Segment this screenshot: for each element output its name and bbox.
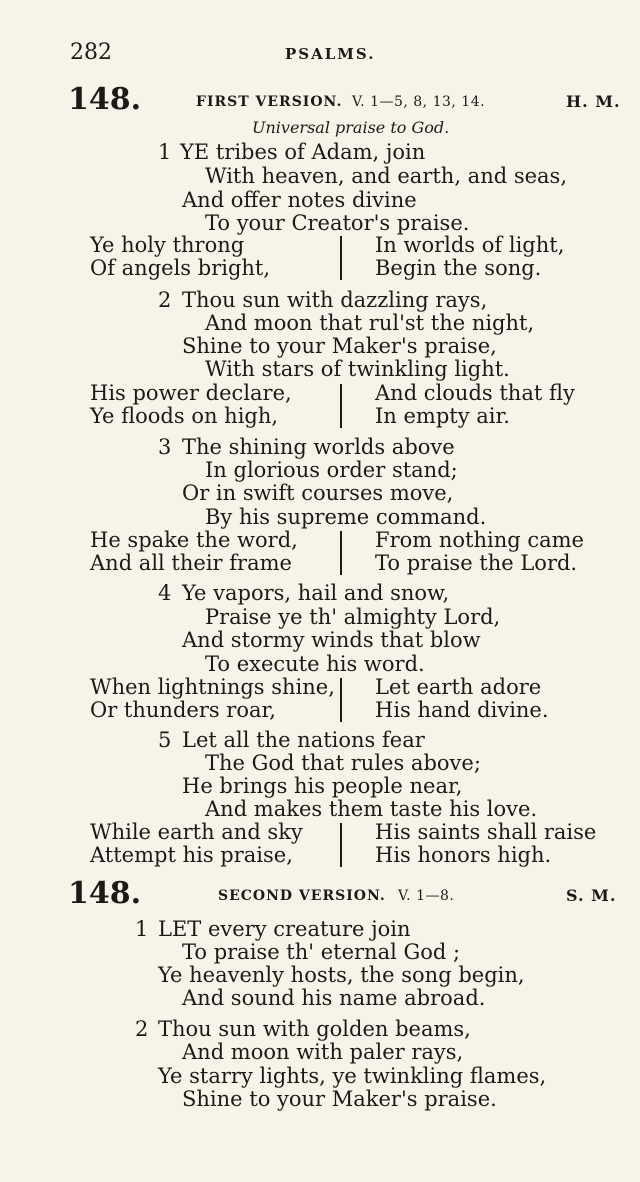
verse-line: The God that rules above; — [205, 751, 481, 775]
refrain-right-line: In worlds of light, — [375, 233, 565, 257]
refrain-left-line: His power declare, — [90, 381, 292, 405]
stanza-number: 2 — [158, 288, 172, 312]
refrain-divider — [340, 531, 342, 575]
stanza-number: 4 — [158, 581, 172, 605]
verse-line: And sound his name abroad. — [182, 986, 486, 1010]
verse-line: Thou sun with dazzling rays, — [182, 288, 488, 312]
refrain-right-line: In empty air. — [375, 404, 510, 428]
verse-line: In glorious order stand; — [205, 458, 458, 482]
verse-line: To your Creator's praise. — [205, 211, 470, 235]
verse-line: Ye starry lights, ye twinkling flames, — [158, 1064, 547, 1088]
refrain-right-line: And clouds that fly — [375, 381, 575, 405]
running-title: PSALMS. — [285, 45, 376, 63]
verse-line: Shine to your Maker's praise. — [182, 1087, 497, 1111]
refrain-right-line: His saints shall raise — [375, 820, 597, 844]
refrain-left-line: While earth and sky — [90, 820, 303, 844]
verse-reference: V. 1—8. — [398, 888, 455, 904]
verse-reference: V. 1—5, 8, 13, 14. — [352, 94, 486, 110]
verse-line: With heaven, and earth, and seas, — [205, 164, 568, 188]
verse-line: Ye heavenly hosts, the song begin, — [158, 963, 525, 987]
refrain-right-line: Let earth adore — [375, 675, 542, 699]
refrain-left-line: Ye floods on high, — [90, 404, 279, 428]
version-label: FIRST VERSION. — [196, 94, 343, 110]
refrain-right-line: From nothing came — [375, 528, 584, 552]
stanza-number: 3 — [158, 435, 172, 459]
stanza-number: 1 — [158, 140, 172, 164]
verse-line: LET every creature join — [158, 917, 411, 941]
refrain-divider — [340, 678, 342, 722]
verse-line: He brings his people near, — [182, 774, 463, 798]
verse-line: Praise ye th' almighty Lord, — [205, 605, 501, 629]
verse-line: And moon with paler rays, — [182, 1040, 464, 1064]
psalm-subtitle: Universal praise to God. — [252, 118, 450, 137]
refrain-divider — [340, 823, 342, 867]
verse-line: Let all the nations fear — [182, 728, 425, 752]
refrain-left-line: Or thunders roar, — [90, 698, 276, 722]
stanza-number: 5 — [158, 728, 172, 752]
psalm-number: 148. — [68, 876, 142, 911]
refrain-left-line: He spake the word, — [90, 528, 298, 552]
meter-label: S. M. — [566, 886, 617, 905]
verse-line: To execute his word. — [205, 652, 425, 676]
verse-line: And stormy winds that blow — [182, 628, 481, 652]
refrain-left-line: Of angels bright, — [90, 256, 271, 280]
verse-line: By his supreme command. — [205, 505, 487, 529]
verse-line: The shining worlds above — [182, 435, 455, 459]
refrain-right-line: To praise the Lord. — [375, 551, 578, 575]
verse-line: Shine to your Maker's praise, — [182, 334, 497, 358]
verse-line: And makes them taste his love. — [205, 797, 538, 821]
refrain-right-line: His honors high. — [375, 843, 552, 867]
verse-line: To praise th' eternal God ; — [182, 940, 461, 964]
refrain-right-line: Begin the song. — [375, 256, 542, 280]
verse-line: With stars of twinkling light. — [205, 357, 510, 381]
refrain-left-line: Ye holy throng — [90, 233, 245, 257]
refrain-right-line: His hand divine. — [375, 698, 549, 722]
verse-line: Thou sun with golden beams, — [158, 1017, 471, 1041]
verse-line: And offer notes divine — [182, 188, 417, 212]
verse-line: YE tribes of Adam, join — [180, 140, 426, 164]
refrain-divider — [340, 384, 342, 428]
page-number: 282 — [70, 40, 112, 65]
stanza-number: 2 — [135, 1017, 149, 1041]
verse-line: Or in swift courses move, — [182, 481, 454, 505]
refrain-left-line: Attempt his praise, — [90, 843, 293, 867]
refrain-left-line: And all their frame — [90, 551, 292, 575]
meter-label: H. M. — [566, 92, 621, 111]
version-label: SECOND VERSION. — [218, 888, 386, 904]
verse-line: Ye vapors, hail and snow, — [182, 581, 450, 605]
psalm-number: 148. — [68, 82, 142, 117]
refrain-left-line: When lightnings shine, — [90, 675, 335, 699]
stanza-number: 1 — [135, 917, 149, 941]
refrain-divider — [340, 236, 342, 280]
verse-line: And moon that rul'st the night, — [205, 311, 535, 335]
